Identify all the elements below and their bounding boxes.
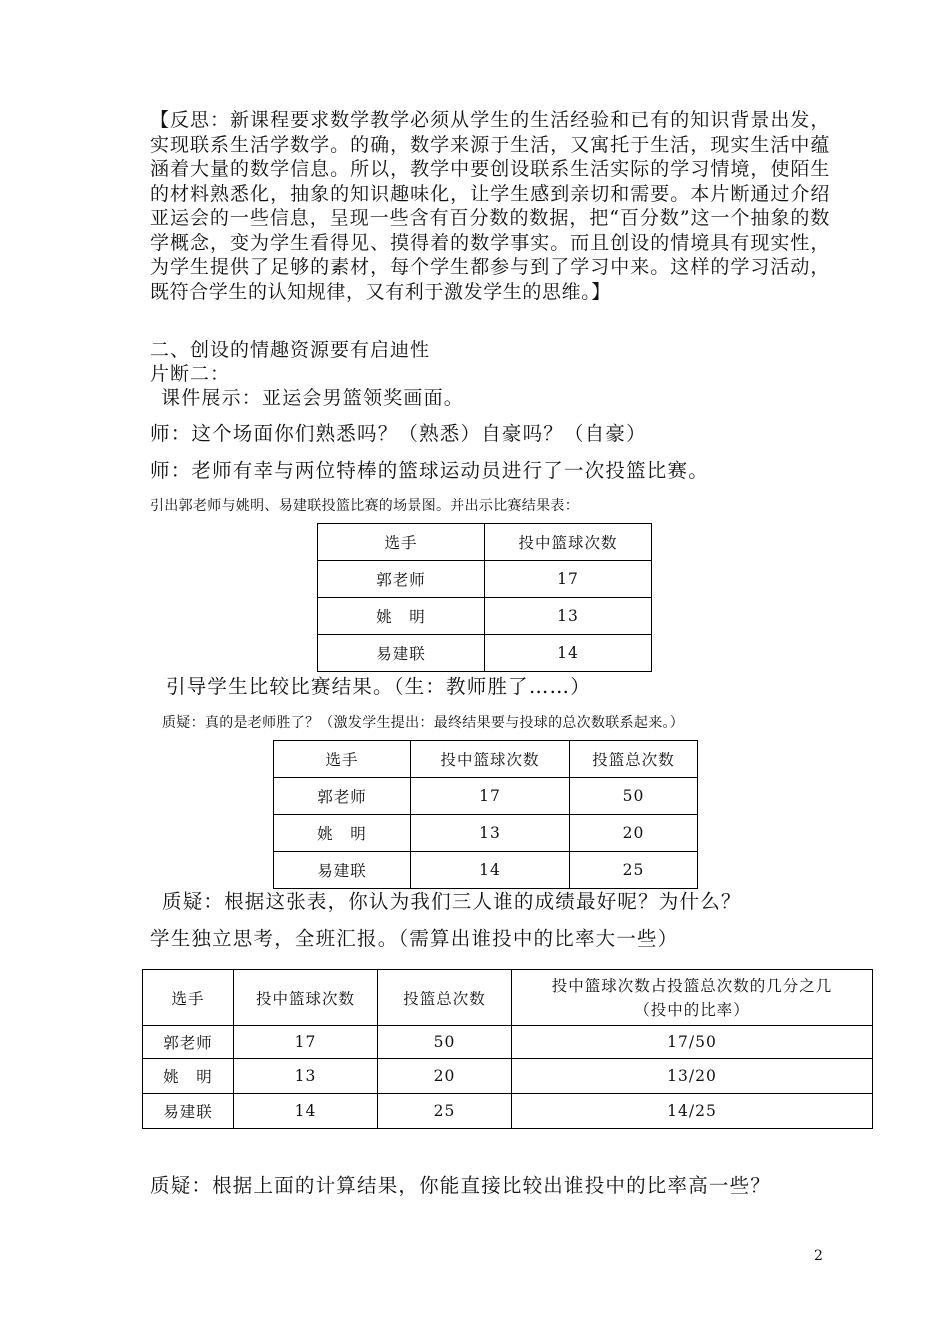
table3-cell: 50 bbox=[378, 1026, 512, 1059]
teacher-line-2: 师：老师有幸与两位特棒的篮球运动员进行了一次投篮比赛。 bbox=[150, 459, 709, 482]
table1-header: 投中篮球次数 bbox=[485, 524, 652, 561]
table3-header: 选手 bbox=[143, 970, 234, 1026]
page-number: 2 bbox=[814, 1248, 823, 1264]
table3-header-ratio-line1: 投中篮球次数占投篮总次数的几分之几 bbox=[551, 976, 833, 995]
table2-cell: 姚 明 bbox=[274, 815, 411, 852]
table3-cell: 17/50 bbox=[512, 1026, 873, 1059]
table1-cell: 姚 明 bbox=[318, 598, 485, 635]
table3-cell: 25 bbox=[378, 1094, 512, 1129]
question-line-1: 质疑：真的是老师胜了？（激发学生提出：最终结果要与投球的总次数联系起来。） bbox=[162, 715, 685, 731]
table1-cell: 郭老师 bbox=[318, 561, 485, 598]
table3-cell: 郭老师 bbox=[143, 1026, 234, 1059]
courseware-line: 课件展示：亚运会男篮领奖画面。 bbox=[161, 387, 465, 409]
reflection-paragraph: 【反思：新课程要求数学教学必须从学生的生活经验和已有的知识背景出发，实现联系生活学数学。的确，数学来源于生活，又寓托于生活，现实生活中蕴涵着大量的数学信息。所以，教学中要创设联系生活实际的学习情境，使陌生的材料熟悉化，抽象的知识趣味化，让学生感到亲切和需要。本片断通过介绍亚运会的一些信息，呈现一些含有百分数的数据，把“百分数”这一个抽象的数学概念，变为学生看得见、摸得着的数学事实。而且创设的情境具有现实性，为学生提供了足够的素材，每个学生都参与到了学习中来。这样的学习活动，既符合学生的认知规律，又有利于激发学生的思维。】 bbox=[150, 109, 830, 303]
guide-line: 引导学生比较比赛结果。（生：教师胜了……） bbox=[166, 675, 591, 698]
table2-cell: 易建联 bbox=[274, 852, 411, 889]
table1-header: 选手 bbox=[318, 524, 485, 561]
table3-cell: 13 bbox=[234, 1059, 378, 1094]
table3-cell: 易建联 bbox=[143, 1094, 234, 1129]
table2-cell: 50 bbox=[570, 778, 698, 815]
table3-cell: 姚 明 bbox=[143, 1059, 234, 1094]
table2-cell: 25 bbox=[570, 852, 698, 889]
fragment-label: 片断二： bbox=[150, 363, 231, 385]
table2-cell: 13 bbox=[411, 815, 570, 852]
table3-header: 投中篮球次数 bbox=[234, 970, 378, 1026]
table2-cell: 14 bbox=[411, 852, 570, 889]
score-table-1 bbox=[317, 523, 652, 672]
table2-header: 选手 bbox=[274, 741, 411, 778]
table3-header-ratio-line2: （投中的比率） bbox=[634, 1000, 750, 1019]
table3-cell: 14 bbox=[234, 1094, 378, 1129]
section-heading: 二、创设的情趣资源要有启迪性 bbox=[150, 339, 431, 361]
score-table-2 bbox=[273, 740, 698, 889]
table3-cell: 20 bbox=[378, 1059, 512, 1094]
table2-cell: 17 bbox=[411, 778, 570, 815]
think-line: 学生独立思考，全班汇报。（需算出谁投中的比率大一些） bbox=[150, 927, 679, 950]
table1-cell: 13 bbox=[485, 598, 652, 635]
table1-cell: 17 bbox=[485, 561, 652, 598]
question-line-3: 质疑：根据上面的计算结果，你能直接比较出谁投中的比率高一些？ bbox=[150, 1174, 772, 1197]
table2-header: 投篮总次数 bbox=[570, 741, 698, 778]
table1-cell: 14 bbox=[485, 635, 652, 672]
table3-cell: 17 bbox=[234, 1026, 378, 1059]
intro-line: 引出郭老师与姚明、易建联投篮比赛的场景图。并出示比赛结果表： bbox=[150, 498, 579, 514]
table3-header: 投篮总次数 bbox=[378, 970, 512, 1026]
table3-header-ratio bbox=[512, 970, 873, 1026]
table3-cell: 13/20 bbox=[512, 1059, 873, 1094]
table2-cell: 郭老师 bbox=[274, 778, 411, 815]
question-line-2: 质疑：根据这张表，你认为我们三人谁的成绩最好呢？为什么？ bbox=[162, 890, 742, 913]
table3-cell: 14/25 bbox=[512, 1094, 873, 1129]
table2-header: 投中篮球次数 bbox=[411, 741, 570, 778]
score-table-3 bbox=[142, 969, 873, 1129]
table1-cell: 易建联 bbox=[318, 635, 485, 672]
teacher-line-1: 师：这个场面你们熟悉吗？（熟悉）自豪吗？（自豪） bbox=[150, 422, 647, 445]
table2-cell: 20 bbox=[570, 815, 698, 852]
